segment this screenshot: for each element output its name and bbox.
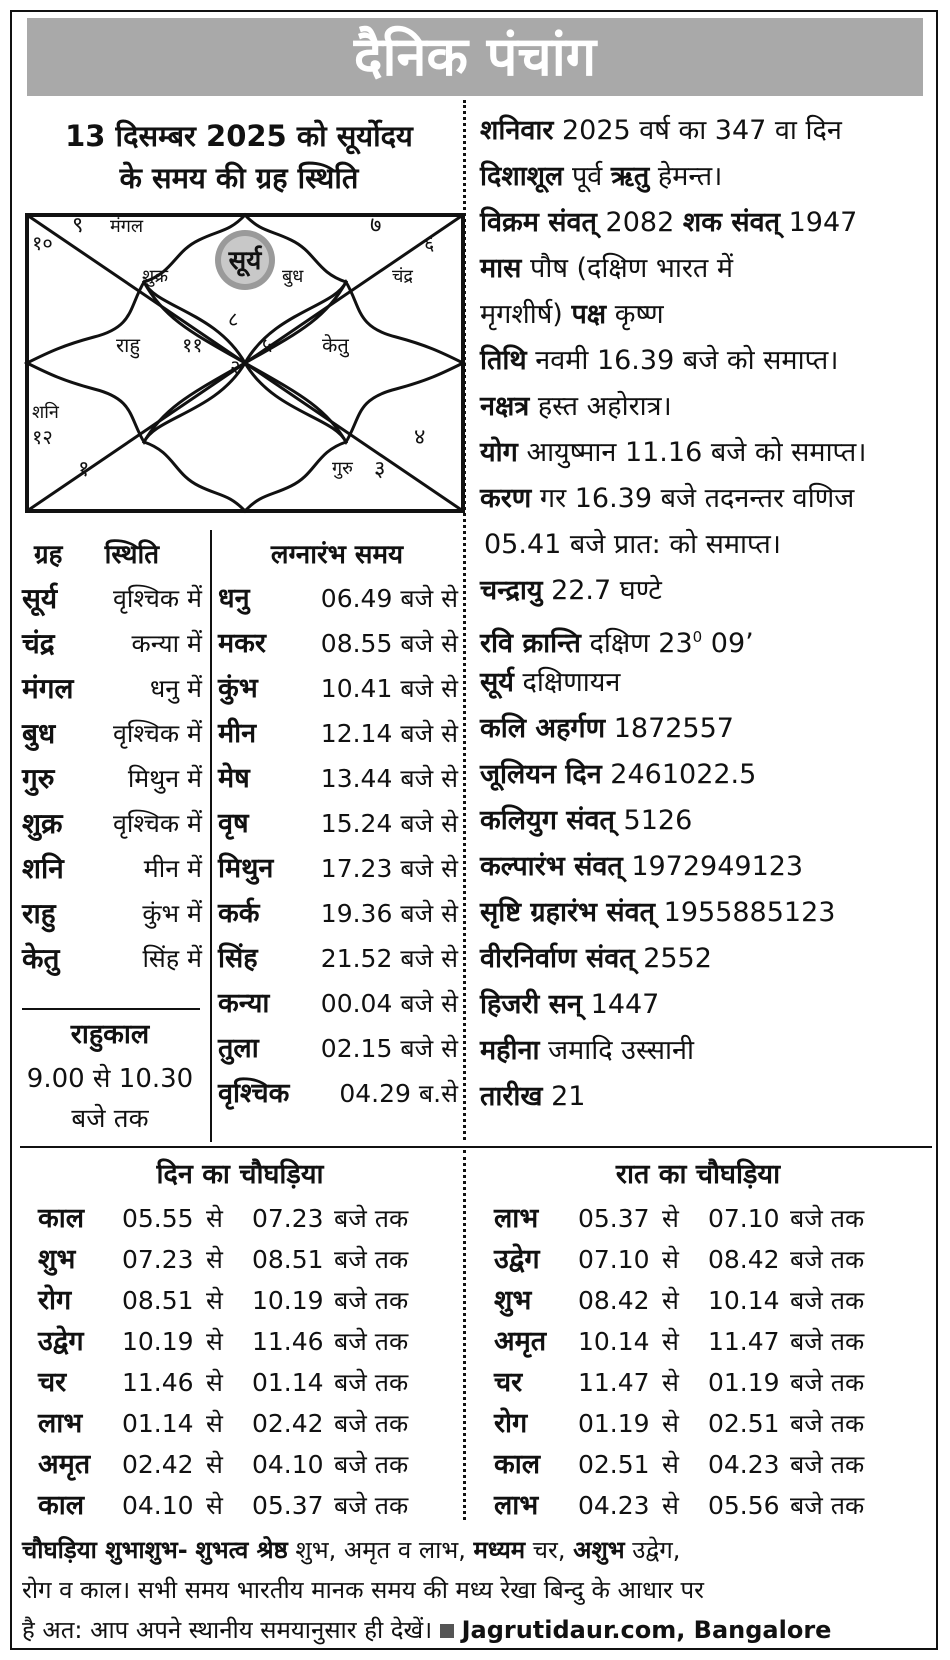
grah-planet: शुक्र xyxy=(22,807,63,840)
lagna-rashi: सिंह xyxy=(218,943,258,974)
grah-position: मीन में xyxy=(143,854,202,883)
chandrayu-value: 22.7 घण्टे xyxy=(551,575,662,606)
kranti-degree: 0 xyxy=(692,628,703,646)
kundali-planet-label: शुक्र xyxy=(142,266,169,287)
kundali-house-number: ८ xyxy=(228,307,239,331)
choghadiya-to: 08.51 xyxy=(252,1245,324,1274)
panchang-julian xyxy=(480,760,756,790)
footer-heading: चौघड़िया शुभाशुभ- xyxy=(22,1536,188,1564)
choghadiya-name: उद्वेग xyxy=(494,1244,540,1275)
footer-line3 xyxy=(22,1610,932,1650)
panchang-weekday xyxy=(480,116,842,146)
choghadiya-se: से xyxy=(206,1491,223,1520)
panchang-tarikh xyxy=(480,1082,585,1112)
lagna-rashi: मीन xyxy=(218,718,257,749)
chart-heading-line2: के समय की ग्रह स्थिति xyxy=(119,161,359,195)
choghadiya-se: से xyxy=(206,1368,223,1397)
panchang-kaliyug xyxy=(480,806,692,836)
grah-planet: केतु xyxy=(22,942,60,975)
choghadiya-name: चर xyxy=(494,1367,523,1398)
choghadiya-name: उद्वेग xyxy=(38,1326,84,1357)
footer-bad-label: अशुभ xyxy=(573,1536,625,1564)
lagna-time: 10.41 बजे से xyxy=(320,674,458,703)
panchang-maas xyxy=(480,254,733,284)
lagna-time: 12.14 बजे से xyxy=(320,719,458,748)
choghadiya-from: 11.47 xyxy=(578,1368,650,1397)
kundali-house-number: ४ xyxy=(414,425,426,450)
choghadiya-se: से xyxy=(206,1204,223,1233)
grah-lagna-divider xyxy=(210,530,212,1142)
choghadiya-tak: बजे तक xyxy=(790,1368,865,1397)
lagna-rashi: कर्क xyxy=(218,898,260,929)
lagna-time: 13.44 बजे से xyxy=(320,764,458,793)
kundali-planet-label: राहु xyxy=(116,333,140,357)
brand-credit: Jagrutidaur.com, Bangalore xyxy=(461,1616,832,1644)
kundali-left-house xyxy=(27,282,245,442)
panchang-srishti xyxy=(480,898,835,928)
hijri-value: 1447 xyxy=(590,989,660,1020)
weekday-value: 2025 वर्ष का 347 वा दिन xyxy=(561,115,842,146)
choghadiya-to: 07.23 xyxy=(252,1204,324,1233)
lagna-rashi: वृश्चिक xyxy=(218,1078,290,1109)
tarikh-value: 21 xyxy=(551,1081,586,1112)
choghadiya-to: 10.14 xyxy=(708,1286,780,1315)
lagna-time: 08.55 बजे से xyxy=(320,629,458,658)
maas-label: मास xyxy=(480,253,522,284)
choghadiya-tak: बजे तक xyxy=(334,1286,409,1315)
choghadiya-to: 01.14 xyxy=(252,1368,324,1397)
shak-value: 1947 xyxy=(788,207,858,238)
lagna-rashi: मिथुन xyxy=(218,853,274,884)
kundali-house-number: ३ xyxy=(374,457,386,482)
lagna-time: 21.52 बजे से xyxy=(320,944,458,973)
panchang-kalparambh xyxy=(480,852,803,882)
choghadiya-tak: बजे तक xyxy=(334,1368,409,1397)
vikram-value: 2082 xyxy=(605,207,675,238)
choghadiya-name: लाभ xyxy=(494,1490,539,1521)
choghadiya-to: 05.37 xyxy=(252,1491,324,1520)
rahukaal-label: राहुकाल xyxy=(70,1019,150,1050)
lagna-rashi: वृष xyxy=(218,808,249,839)
grah-position: कुंभ में xyxy=(142,899,202,928)
choghadiya-from: 01.14 xyxy=(122,1409,194,1438)
grah-planet: गुरु xyxy=(22,762,55,795)
weekday-label: शनिवार xyxy=(480,115,554,146)
paksh-label: पक्ष xyxy=(571,299,607,330)
chandrayu-label: चन्द्रायु xyxy=(480,575,543,606)
srishti-value: 1955885123 xyxy=(663,897,836,928)
kundali-house-number: १२ xyxy=(32,425,53,449)
footer-line3-text: है अत: आप अपने स्थानीय समयानुसार ही देखें। xyxy=(22,1616,433,1644)
karan-label: करण xyxy=(480,483,532,514)
paksh-value: कृष्ण xyxy=(614,299,664,330)
hijri-label: हिजरी सन् xyxy=(480,989,583,1020)
choghadiya-from: 08.51 xyxy=(122,1286,194,1315)
choghadiya-se: से xyxy=(662,1286,679,1315)
ritu-label: ऋतु xyxy=(610,161,650,192)
panchang-veernirvan xyxy=(480,944,712,974)
panchang-dishashool xyxy=(480,162,722,192)
tarikh-label: तारीख xyxy=(480,1081,543,1112)
choghadiya-separator xyxy=(463,1150,466,1520)
footer-medium-label: मध्यम xyxy=(473,1536,526,1564)
choghadiya-from: 04.23 xyxy=(578,1491,650,1520)
choghadiya-from: 05.37 xyxy=(578,1204,650,1233)
kranti-label: रवि क्रान्ति xyxy=(480,628,581,659)
choghadiya-name: अमृत xyxy=(494,1326,547,1357)
footer-medium-value: चर, xyxy=(532,1536,566,1564)
raat-choghadiya-header: रात का चौघड़िया xyxy=(615,1159,781,1190)
kundali-house-number: १ xyxy=(78,457,90,482)
lagna-time: 15.24 बजे से xyxy=(320,809,458,838)
maas-value: पौष (दक्षिण भारत में xyxy=(530,253,733,284)
grah-header xyxy=(34,540,159,570)
choghadiya-name: काल xyxy=(494,1449,541,1480)
choghadiya-to: 11.47 xyxy=(708,1327,780,1356)
lagna-header: लग्नारंभ समय xyxy=(270,540,404,570)
rahukaal-time: 9.00 से 10.30 xyxy=(26,1064,194,1094)
rahukaal-divider xyxy=(22,1008,200,1010)
kundali-house-number: ९ xyxy=(72,213,84,238)
kalparambh-value: 1972949123 xyxy=(631,851,804,882)
choghadiya-name: लाभ xyxy=(494,1203,539,1234)
kaliyug-label: कलियुग संवत् xyxy=(480,805,615,836)
choghadiya-to: 10.19 xyxy=(252,1286,324,1315)
choghadiya-se: से xyxy=(206,1450,223,1479)
ahargan-label: कलि अहर्गण xyxy=(480,713,606,744)
panchang-samvat xyxy=(480,208,857,238)
kundali-house-number: ६ xyxy=(424,231,435,255)
grah-position: वृश्चिक में xyxy=(113,719,202,748)
choghadiya-name: लाभ xyxy=(38,1408,83,1439)
grah-planet: बुध xyxy=(22,717,56,750)
section-divider xyxy=(20,1146,932,1148)
kundali-planet-label: मंगल xyxy=(110,216,144,237)
choghadiya-to: 02.51 xyxy=(708,1409,780,1438)
choghadiya-se: से xyxy=(662,1245,679,1274)
panchang-ahargan xyxy=(480,714,734,744)
lagna-time: 04.29 ब.से xyxy=(339,1079,458,1108)
choghadiya-tak: बजे तक xyxy=(790,1245,865,1274)
kundali-planet-label: शनि xyxy=(32,402,59,423)
grah-planet: राहु xyxy=(22,897,56,930)
panchang-mahina xyxy=(480,1036,694,1066)
surya-label: सूर्य xyxy=(480,667,514,698)
panchang-paksh xyxy=(480,300,664,330)
choghadiya-from: 08.42 xyxy=(578,1286,650,1315)
choghadiya-from: 07.23 xyxy=(122,1245,194,1274)
kundali-house-number: ५ xyxy=(262,333,273,357)
footer-bad-value: उद्वेग, xyxy=(632,1536,681,1564)
kundali-planet-label: गुरु xyxy=(332,458,353,479)
kundali-sun-label: सूर्य xyxy=(228,246,262,276)
choghadiya-from: 05.55 xyxy=(122,1204,194,1233)
grah-position: सिंह में xyxy=(142,944,202,973)
choghadiya-se: से xyxy=(662,1368,679,1397)
veernirvan-label: वीरनिर्वाण संवत् xyxy=(480,943,635,974)
kundali-right-house xyxy=(245,282,463,442)
choghadiya-name: शुभ xyxy=(494,1285,532,1316)
choghadiya-tak: बजे तक xyxy=(334,1491,409,1520)
lagna-rashi: मकर xyxy=(218,628,266,659)
choghadiya-from: 02.42 xyxy=(122,1450,194,1479)
grah-position: वृश्चिक में xyxy=(113,809,202,838)
panchang-yog xyxy=(480,438,867,468)
choghadiya-from: 10.14 xyxy=(578,1327,650,1356)
maas-value-cont: मृगशीर्ष) xyxy=(480,299,563,330)
choghadiya-se: से xyxy=(662,1409,679,1438)
yog-value: आयुष्मान 11.16 बजे को समाप्त। xyxy=(526,437,867,468)
kundali-planet-label: चंद्र xyxy=(392,266,413,287)
choghadiya-tak: बजे तक xyxy=(790,1450,865,1479)
mahina-label: महीना xyxy=(480,1035,540,1066)
lagna-rashi: तुला xyxy=(218,1033,259,1064)
choghadiya-name: रोग xyxy=(494,1408,528,1439)
panchang-karan xyxy=(480,484,854,514)
kundali-bottom-house xyxy=(144,363,346,511)
grah-position: धनु में xyxy=(149,674,202,703)
srishti-label: सृष्टि ग्रहारंभ संवत् xyxy=(480,897,656,928)
choghadiya-name: अमृत xyxy=(38,1449,91,1480)
footer-best-label: शुभत्व श्रेष्ठ xyxy=(195,1536,288,1564)
choghadiya-se: से xyxy=(662,1491,679,1520)
choghadiya-name: काल xyxy=(38,1490,85,1521)
panchang-surya xyxy=(480,668,620,698)
grah-position: वृश्चिक में xyxy=(113,584,202,613)
lagna-time: 00.04 बजे से xyxy=(320,989,458,1018)
grah-position: मिथुन में xyxy=(127,764,202,793)
grah-planet: मंगल xyxy=(22,672,74,705)
choghadiya-se: से xyxy=(206,1245,223,1274)
grah-planet: सूर्य xyxy=(22,582,58,615)
choghadiya-from: 11.46 xyxy=(122,1368,194,1397)
grah-header-2: स्थिति xyxy=(104,540,160,570)
chart-heading-line1: 13 दिसम्बर 2025 को सूर्योदय xyxy=(65,119,413,153)
grah-planet: शनि xyxy=(22,852,64,885)
choghadiya-se: से xyxy=(662,1450,679,1479)
kaliyug-value: 5126 xyxy=(623,805,693,836)
choghadiya-name: रोग xyxy=(38,1285,72,1316)
lagna-rashi: धनु xyxy=(218,583,250,614)
lagna-rashi: कुंभ xyxy=(218,673,258,704)
panchang-kranti xyxy=(480,622,754,659)
tithi-label: तिथि xyxy=(480,345,527,376)
choghadiya-se: से xyxy=(206,1409,223,1438)
choghadiya-to: 04.23 xyxy=(708,1450,780,1479)
panchang-hijri xyxy=(480,990,659,1020)
choghadiya-to: 02.42 xyxy=(252,1409,324,1438)
julian-value: 2461022.5 xyxy=(610,759,757,790)
kranti-minutes: 09’ xyxy=(710,628,754,659)
choghadiya-tak: बजे तक xyxy=(334,1245,409,1274)
panchang-chandrayu xyxy=(480,576,662,606)
surya-value: दक्षिणायन xyxy=(522,667,621,698)
ritu-value: हेमन्त। xyxy=(657,161,723,192)
veernirvan-value: 2552 xyxy=(643,943,712,974)
kundali-house-number: ७ xyxy=(370,213,382,238)
kundali-house-number: ११ xyxy=(182,333,203,357)
choghadiya-to: 04.10 xyxy=(252,1450,324,1479)
yog-label: योग xyxy=(480,437,518,468)
choghadiya-tak: बजे तक xyxy=(334,1450,409,1479)
choghadiya-se: से xyxy=(662,1204,679,1233)
kundali-chart xyxy=(24,212,466,514)
choghadiya-name: चर xyxy=(38,1367,67,1398)
choghadiya-se: से xyxy=(206,1286,223,1315)
choghadiya-se: से xyxy=(206,1327,223,1356)
vikram-label: विक्रम संवत् xyxy=(480,207,597,238)
choghadiya-from: 02.51 xyxy=(578,1450,650,1479)
choghadiya-from: 10.19 xyxy=(122,1327,194,1356)
choghadiya-name: शुभ xyxy=(38,1244,76,1275)
choghadiya-tak: बजे तक xyxy=(790,1491,865,1520)
choghadiya-tak: बजे तक xyxy=(790,1286,865,1315)
choghadiya-name: काल xyxy=(38,1203,85,1234)
kalparambh-label: कल्पारंभ संवत् xyxy=(480,851,623,882)
choghadiya-from: 01.19 xyxy=(578,1409,650,1438)
tithi-value: नवमी 16.39 बजे को समाप्त। xyxy=(535,345,839,376)
lagna-rashi: मेष xyxy=(218,763,250,794)
kundali-planet-label: केतु xyxy=(322,333,349,357)
choghadiya-tak: बजे तक xyxy=(334,1327,409,1356)
kundali-house-number: १० xyxy=(32,231,53,255)
dishashool-value: पूर्व xyxy=(571,161,603,192)
panchang-nakshatra xyxy=(480,392,672,422)
page-title: दैनिक पंचांग xyxy=(27,18,923,96)
lagna-time: 19.36 बजे से xyxy=(320,899,458,928)
lagna-time: 17.23 बजे से xyxy=(320,854,458,883)
nakshatra-label: नक्षत्र xyxy=(480,391,530,422)
lagna-time: 06.49 बजे से xyxy=(320,584,458,613)
lagna-rashi: कन्या xyxy=(218,988,270,1019)
dishashool-label: दिशाशूल xyxy=(480,161,564,192)
kundali-house-number: २ xyxy=(230,355,241,379)
grah-planet: चंद्र xyxy=(22,627,55,660)
footer-line1 xyxy=(22,1530,932,1570)
panchang-karan-cont: 05.41 बजे प्रात: को समाप्त। xyxy=(484,529,781,560)
footer-note xyxy=(22,1530,932,1650)
mahina-value: जमादि उस्सानी xyxy=(548,1035,694,1066)
footer-line2: रोग व काल। सभी समय भारतीय मानक समय की मध्य रेखा बिन्दु के आधार पर xyxy=(22,1576,704,1604)
din-choghadiya-header: दिन का चौघड़िया xyxy=(156,1159,324,1190)
lagna-time: 02.15 बजे से xyxy=(320,1034,458,1063)
karan-value: गर 16.39 बजे तदनन्तर वणिज xyxy=(539,483,855,514)
choghadiya-to: 01.19 xyxy=(708,1368,780,1397)
grah-header-1: ग्रह xyxy=(34,540,63,570)
kundali-planet-label: बुध xyxy=(282,266,304,287)
choghadiya-to: 05.56 xyxy=(708,1491,780,1520)
choghadiya-tak: बजे तक xyxy=(790,1409,865,1438)
shak-label: शक संवत् xyxy=(682,207,781,238)
choghadiya-to: 11.46 xyxy=(252,1327,324,1356)
ahargan-value: 1872557 xyxy=(613,713,734,744)
grah-position: कन्या में xyxy=(131,629,202,658)
choghadiya-tak: बजे तक xyxy=(334,1204,409,1233)
choghadiya-tak: बजे तक xyxy=(790,1204,865,1233)
choghadiya-tak: बजे तक xyxy=(790,1327,865,1356)
choghadiya-from: 07.10 xyxy=(578,1245,650,1274)
choghadiya-to: 08.42 xyxy=(708,1245,780,1274)
kranti-value: दक्षिण 23 xyxy=(589,628,693,659)
rahukaal-suffix: बजे तक xyxy=(71,1104,149,1134)
nakshatra-value: हस्त अहोरात्र। xyxy=(537,391,672,422)
choghadiya-from: 04.10 xyxy=(122,1491,194,1520)
panchang-tithi xyxy=(480,346,839,376)
choghadiya-se: से xyxy=(662,1327,679,1356)
choghadiya-to: 07.10 xyxy=(708,1204,780,1233)
julian-label: जूलियन दिन xyxy=(480,759,602,790)
footer-best-value: शुभ, अमृत व लाभ, xyxy=(295,1536,466,1564)
square-icon xyxy=(440,1624,454,1638)
choghadiya-tak: बजे तक xyxy=(334,1409,409,1438)
